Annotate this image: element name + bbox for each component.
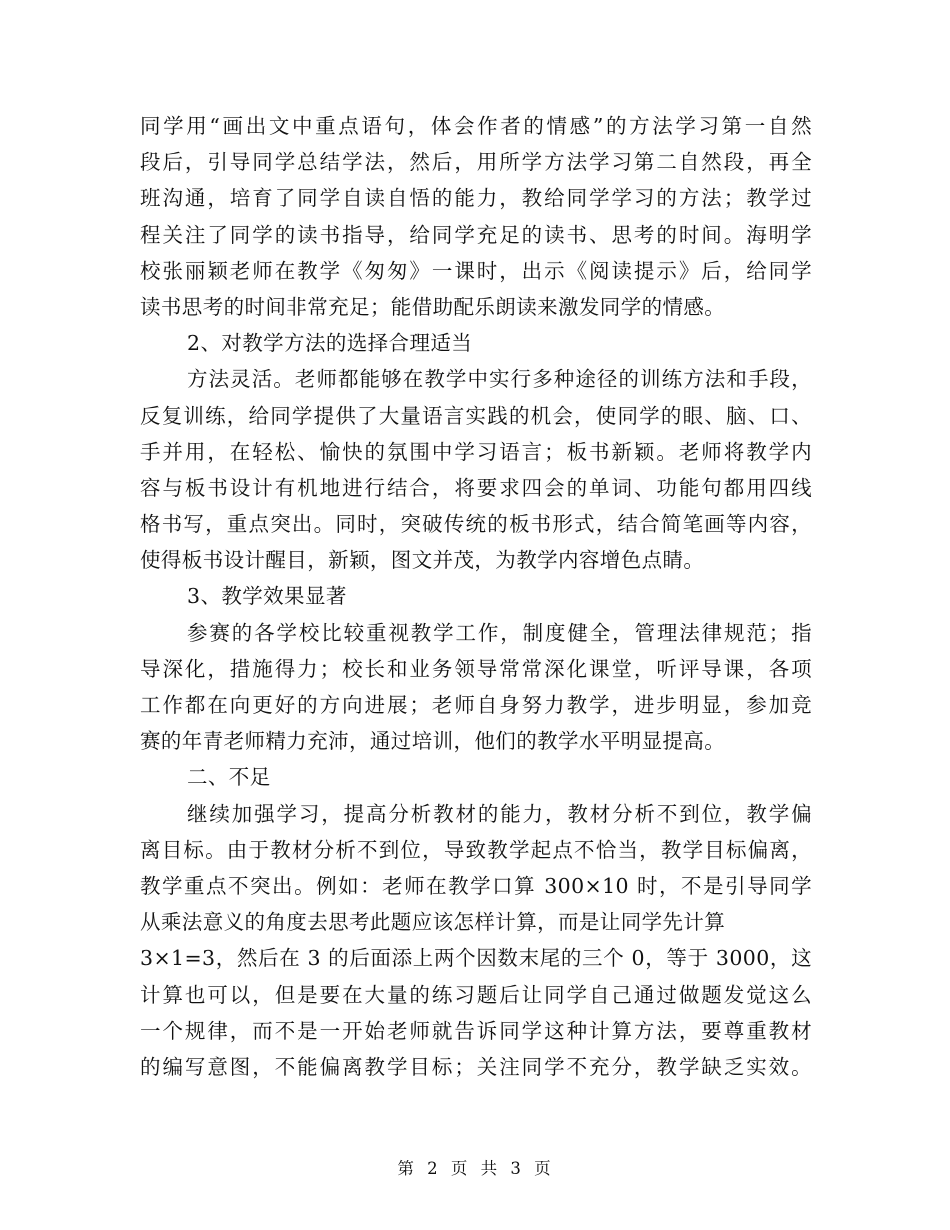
page-number-footer: 第 2 页 共 3 页 xyxy=(397,1159,553,1178)
text-line: 导深化，措施得力；校长和业务领导常常深化课堂，听评导课，各项 xyxy=(140,656,812,681)
text-line: 二、不足 xyxy=(187,765,271,790)
text-line: 的编写意图，不能偏离教学目标；关注同学不充分，教学缺乏实效。 xyxy=(140,1054,812,1079)
text-line: 赛的年青老师精力充沛，通过培训，他们的教学水平明显提高。 xyxy=(140,729,726,754)
text-line: 继续加强学习，提高分析教材的能力，教材分析不到位，教学偏 xyxy=(187,801,812,826)
document-body xyxy=(140,108,812,1085)
text-line: 教学重点不突出。例如：老师在教学口算 300×10 时，不是引导同学 xyxy=(140,873,812,898)
text-line: 3、教学效果显著 xyxy=(187,584,347,609)
text-line: 一个规律，而不是一开始老师就告诉同学这种计算方法，要尊重教材 xyxy=(140,1018,812,1043)
text-line: 使得板书设计醒目，新颖，图文并茂，为教学内容增色点睛。 xyxy=(140,548,705,573)
text-line: 段后，引导同学总结学法，然后，用所学方法学习第二自然段，再全 xyxy=(140,150,812,175)
text-line: 离目标。由于教材分析不到位，导致教学起点不恰当，教学目标偏离， xyxy=(140,837,812,862)
text-line: 班沟通，培育了同学自读自悟的能力，教给同学学习的方法；教学过 xyxy=(140,186,812,211)
text-line: 程关注了同学的读书指导，给同学充足的读书、思考的时间。海明学 xyxy=(140,222,812,247)
text-line: 从乘法意义的角度去思考此题应该怎样计算，而是让同学先计算 xyxy=(140,910,726,935)
text-line: 计算也可以，但是要在大量的练习题后让同学自己通过做题发觉这么 xyxy=(140,982,812,1007)
text-line: 3×1=3，然后在 3 的后面添上两个因数末尾的三个 0，等于 3000，这 xyxy=(140,946,812,971)
text-line: 同学用“画出文中重点语句，体会作者的情感”的方法学习第一自然 xyxy=(140,114,812,138)
text-line: 格书写，重点突出。同时，突破传统的板书形式，结合简笔画等内容， xyxy=(140,512,812,537)
text-line: 反复训练，给同学提供了大量语言实践的机会，使同学的眼、脑、口、 xyxy=(140,403,812,428)
text-line: 工作都在向更好的方向进展；老师自身努力教学，进步明显，参加竞 xyxy=(140,693,812,717)
text-line: 校张丽颖老师在教学《匆匆》一课时，出示《阅读提示》后，给同学 xyxy=(140,258,812,283)
text-line: 参赛的各学校比较重视教学工作，制度健全，管理法律规范；指 xyxy=(187,620,812,645)
text-line: 手并用，在轻松、愉快的氛围中学习语言；板书新颖。老师将教学内 xyxy=(140,439,812,464)
text-line: 容与板书设计有机地进行结合，将要求四会的单词、功能句都用四线 xyxy=(140,475,812,500)
text-line: 2、对教学方法的选择合理适当 xyxy=(187,331,473,356)
text-line: 方法灵活。老师都能够在教学中实行多种途径的训练方法和手段， xyxy=(187,367,812,392)
text-line: 读书思考的时间非常充足；能借助配乐朗读来激发同学的情感。 xyxy=(140,294,726,319)
